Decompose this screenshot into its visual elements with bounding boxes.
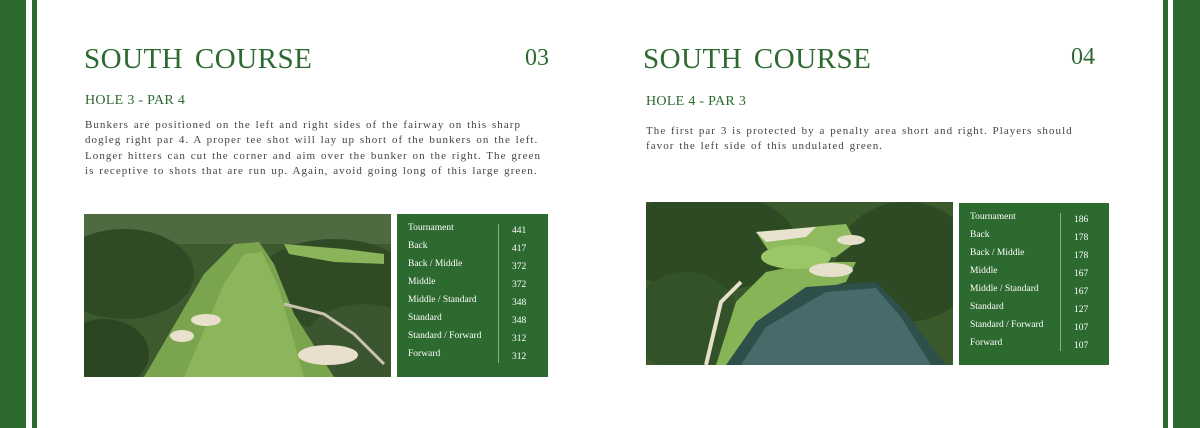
tee-label: Standard [970,302,1004,312]
hole-heading: HOLE 3 - PAR 4 [85,93,186,108]
tee-label: Back [408,241,428,251]
yardage-value: 127 [1074,305,1089,315]
tee-label: Middle / Standard [970,284,1039,294]
yardage-value: 167 [1074,269,1089,279]
yardage-value: 167 [1074,287,1089,297]
tee-label: Standard / Forward [970,320,1044,330]
tee-label: Back / Middle [408,259,463,269]
table-row [397,295,548,313]
tee-label: Middle [408,277,436,287]
page-title: SOUTH COURSE [643,43,872,75]
page-number: 04 [1071,44,1095,70]
table-row [959,212,1109,230]
yardage-value: 348 [512,298,527,308]
tee-label: Middle / Standard [408,295,477,305]
tee-label: Tournament [408,223,454,233]
yardage-value: 417 [512,244,527,254]
hole-3-aerial-photo [84,214,391,377]
hole-description: The first par 3 is protected by a penalty area short and right. Players should favor the left side of this undulated green. [646,125,1073,153]
table-row [397,313,548,331]
right-border-stripe [1163,0,1168,428]
table-row [397,223,548,241]
yardage-value: 178 [1074,233,1089,243]
yardage-table [397,214,548,377]
page-title: SOUTH COURSE [84,43,313,75]
yardage-value: 178 [1074,251,1089,261]
table-row [397,259,548,277]
yardage-value: 312 [512,352,527,362]
table-row [397,331,548,349]
left-border-stripe [32,0,37,428]
table-row [959,338,1109,356]
table-row [959,320,1109,338]
yardage-value: 312 [512,334,527,344]
hole-description: Bunkers are positioned on the left and right sides of the fairway on this sharp dogleg right par 4. A proper tee shot will lay up short of the bunkers on the left. Longer hitters can cut the corner and aim over the bunker on the right. The green is receptive to shots that are run up. Again, avoid going long of this large green. [85,119,541,177]
yardage-value: 372 [512,262,527,272]
yardage-value: 107 [1074,323,1089,333]
table-row [959,248,1109,266]
tee-label: Forward [970,338,1003,348]
tee-label: Standard / Forward [408,331,482,341]
right-border-bar [1173,0,1200,428]
table-row [959,266,1109,284]
yardage-value: 186 [1074,215,1089,225]
yardage-value: 441 [512,226,527,236]
tee-label: Back / Middle [970,248,1025,258]
yardage-table [959,203,1109,365]
hole-4-aerial-photo [646,202,953,365]
left-border-bar [0,0,26,428]
table-row [959,302,1109,320]
table-row [397,349,548,367]
table-row [959,230,1109,248]
tee-label: Forward [408,349,441,359]
tee-label: Middle [970,266,998,276]
table-row [397,241,548,259]
table-row [397,277,548,295]
hole-heading: HOLE 4 - PAR 3 [646,94,747,109]
tee-label: Tournament [970,212,1016,222]
yardage-value: 348 [512,316,527,326]
table-row [959,284,1109,302]
tee-label: Standard [408,313,442,323]
tee-label: Back [970,230,990,240]
yardage-value: 107 [1074,341,1089,351]
page-number: 03 [525,45,549,71]
yardage-value: 372 [512,280,527,290]
